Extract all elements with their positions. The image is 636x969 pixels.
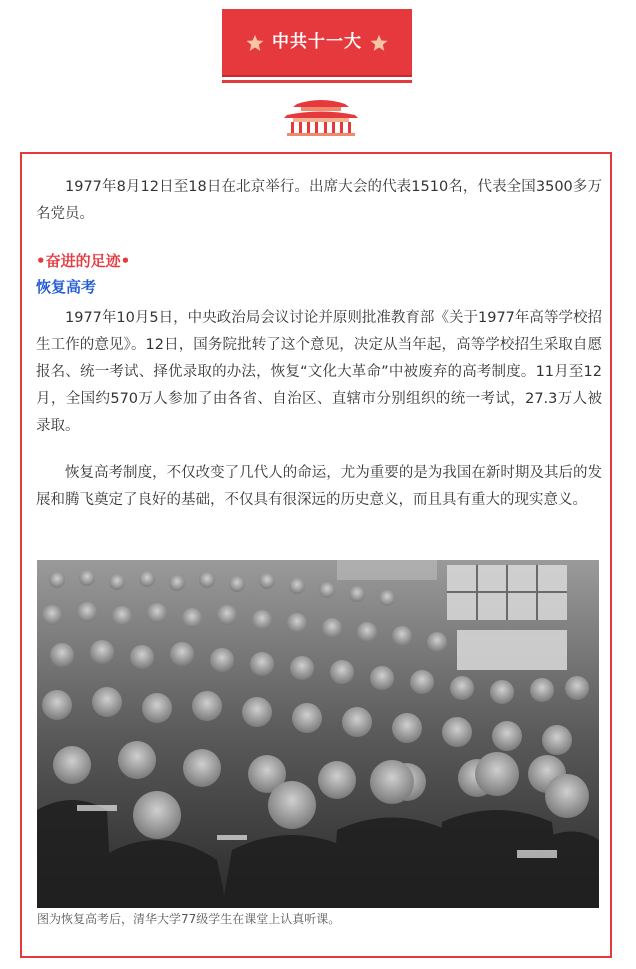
banner-title: 中共十一大: [272, 32, 362, 52]
tiananmen-gate-icon: [283, 96, 359, 136]
photo-caption: 图为恢复高考后，清华大学77级学生在课堂上认真听课。: [37, 912, 341, 926]
classroom-photo: [37, 560, 599, 908]
banner-underline: [222, 80, 412, 83]
body-paragraph-2: 恢复高考制度，不仅改变了几代人的命运，尤为重要的是为我国在新时期及其后的发展和腾飞奠定了良好的基础，不仅具有很深远的历史意义，而且具有重大的现实意义。: [36, 465, 602, 508]
header-banner: [222, 9, 412, 75]
intro-paragraph: 1977年8月12日至18日在北京举行。出席大会的代表1510名，代表全国3500多万名党员。: [36, 179, 602, 222]
section-label: •奋进的足迹•: [36, 252, 131, 270]
body-paragraph-1: 1977年10月5日，中央政治局会议讨论并原则批准教育部《关于1977年高等学校招生工作的意见》。12日，国务院批转了这个意见，决定从当年起，高等学校招生采取自愿报名、统一考试、择优录取的办法，恢复“文化大革命”中被废弃的高考制度。11月至12月，全国约570万人参加了由各省、自治区、直辖市分别组织的统一考试，27.3万人被录取。: [36, 310, 602, 434]
star-icon: [370, 34, 388, 52]
section-title: 恢复高考: [36, 278, 97, 296]
classroom-photo-image: [37, 560, 599, 908]
